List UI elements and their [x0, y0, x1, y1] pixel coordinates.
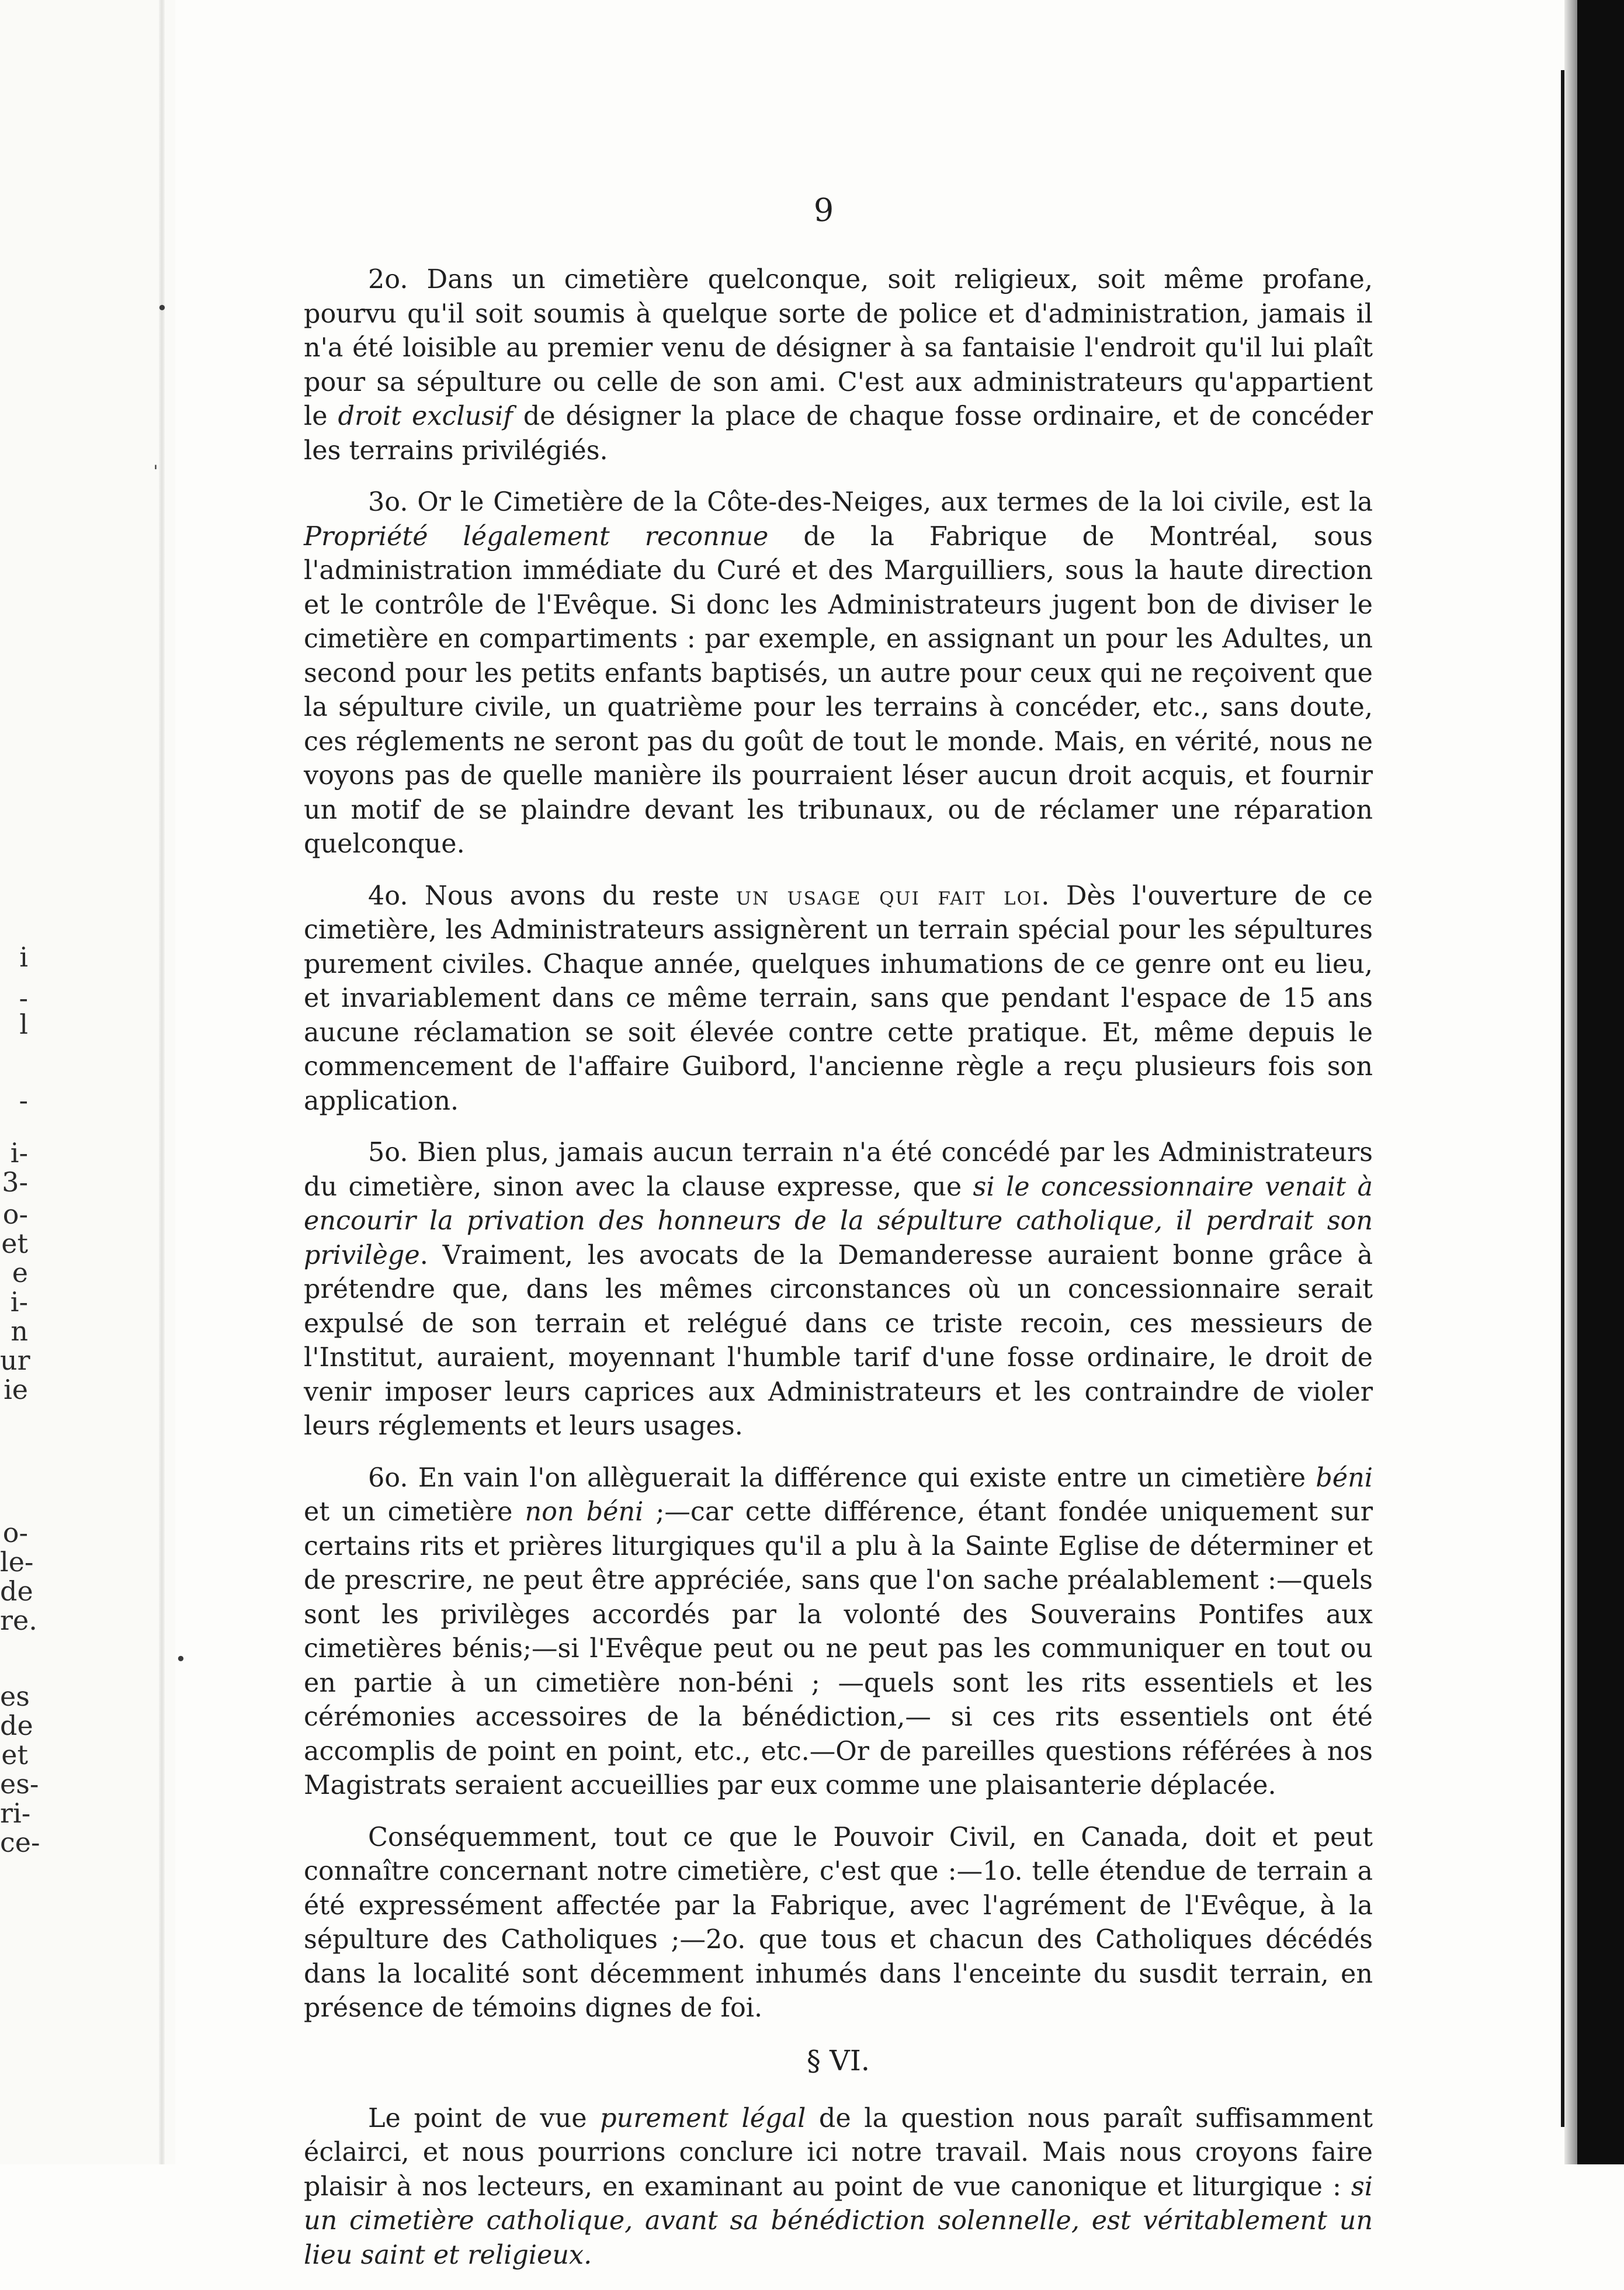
text-run: . Dès l'ouverture de ce cimetière, les Administrateurs assignèrent un terrain spécial pour les sépultures purement civiles. Chaque année, quelques inhumations de ce genre ont eu lieu, et invariablement dans ce même terrain, sans que pendant l'espace de 15 ans aucune réclamation se soit élevée contre cette pratique. Et, même depuis le commencement de l'affaire Guibord, l'ancienne règle a reçu plusieurs fois son application. [304, 881, 1373, 1116]
text-run: ;—car cette différence, étant fondée uniquement sur certains rits et prières liturgiques qu'il a plu à la Sainte Eglise de déterminer et de prescrire, ne peut être appréciée, sans que l'on sache préalablement :—quels sont les privilèges accordés par la volonté des Souverains Pontifes aux cimetières bénis;—si l'Evêque peut ou ne peut pas les communiquer en tout ou en partie à un cimetière non-béni ; —quels sont les rits essentiels et les cérémonies accessoires de la bénédiction,— si ces rits essentiels ont été accomplis de point en point, etc., etc.—Or de pareilles questions référées à nos Magistrats seraient accueillies par eux comme une plaisanterie déplacée. [304, 1497, 1373, 1800]
paragraph-p6 [304, 1461, 1373, 1803]
margin-fragment: - [19, 982, 28, 1014]
italic-text: béni [1316, 1463, 1373, 1493]
margin-fragment: de [0, 1710, 33, 1741]
text-run: de la Fabrique de Montréal, sous l'administration immédiate du Curé et des Marguilliers, sous la haute direction et le contrôle de l'Evêque. Si donc les Administrateurs jugent bon de diviser le cimetière en compartiments : par exemple, en assignant un pour les Adultes, un second pour les petits enfants baptisés, un autre pour ceux qui ne reçoivent que la sépulture civile, un quatrième pour les terrains à concéder, etc., sans doute, ces réglements ne seront pas du goût de tout le monde. Mais, en vérité, nous ne voyons pas de quelle manière ils pourraient léser aucun droit acquis, et fournir un motif de se plaindre devant les tribunaux, ou de réclamer une réparation quelconque. [304, 521, 1373, 859]
text-run: . Vraiment, les avocats de la Demanderesse auraient bonne grâce à prétendre que, dans les mêmes circonstances où un concessionnaire serait expulsé de son terrain et relégué dans ce triste recoin, ces messieurs de l'Institut, auraient, moyennant l'humble tarif d'une fosse ordinaire, le droit de venir imposer leurs caprices aux Administrateurs et les contraindre de violer leurs réglements et leurs usages. [304, 1240, 1373, 1441]
margin-fragment: ce- [0, 1827, 40, 1858]
margin-fragment: ur [0, 1345, 30, 1376]
paragraph-p3 [304, 486, 1373, 862]
margin-fragment: ri- [0, 1797, 31, 1829]
margin-fragment: es- [0, 1768, 39, 1800]
margin-fragment: i- [10, 1286, 28, 1318]
text-run: et un cimetière [304, 1497, 525, 1527]
page-number: 9 [813, 192, 834, 228]
text-run: Le point de vue [368, 2103, 601, 2133]
small-caps-text: un usage qui fait loi [735, 881, 1042, 911]
margin-fragment: es [0, 1681, 30, 1712]
italic-text: Propriété légalement reconnue [304, 521, 769, 552]
margin-fragment: i [19, 941, 28, 973]
margin-fragment: 3- [2, 1166, 28, 1198]
margin-fragment: - [19, 1085, 28, 1116]
margin-fragment: et [1, 1739, 28, 1771]
margin-fragment: de [0, 1575, 33, 1607]
binding-gutter [159, 0, 165, 2164]
text-run: 4o. Nous avons du reste [368, 881, 736, 911]
margin-fragment: le- [0, 1546, 34, 1578]
margin-fragment: n [11, 1315, 28, 1347]
italic-text: si le concessionnaire venait à encourir la privation des honneurs de la sépulture catholique, il perdrait son privilège [304, 1172, 1373, 1270]
margin-fragment: l [19, 1009, 28, 1040]
margin-fragment: o- [2, 1198, 28, 1230]
page-edge-shadow [1564, 0, 1577, 2164]
margin-fragment: e [12, 1257, 28, 1288]
italic-text: non béni [525, 1497, 644, 1527]
paragraph-p2 [304, 263, 1373, 468]
margin-dot: • [175, 1648, 186, 1670]
text-run: 6o. En vain l'on allèguerait la différence qui existe entre un cimetière [368, 1463, 1316, 1493]
text-run: de la question nous paraît suffisamment éclairci, et nous pourrions conclure ici notre travail. Mais nous croyons faire plaisir à nos lecteurs, en examinant au point de vue canonique et liturgique : [304, 2103, 1373, 2202]
text-run: Conséquemment, tout ce que le Pouvoir Civil, en Canada, doit et peut connaître concernant notre cimetière, c'est que :—1o. telle étendue de terrain a été expressément affectée par la Fabrique, avec l'agrément de l'Evêque, à la sépulture des Catholiques ;—2o. que tous et chacun des Catholiques décédés dans la localité sont décemment inhumés dans l'enceinte du susdit terrain, en présence de témoins dignes de foi. [304, 1822, 1373, 2023]
italic-text: si un cimetière catholique, avant sa bénédiction solennelle, est véritablement un lieu saint et religieux. [304, 2171, 1373, 2270]
paragraph-p8 [304, 2102, 1373, 2273]
margin-tick: ˈ [153, 462, 158, 484]
scan-border [1577, 0, 1624, 2164]
paragraph-list [304, 263, 1373, 2026]
paragraph-p4 [304, 879, 1373, 1119]
paragraph-p7 [304, 1821, 1373, 2026]
italic-text: droit exclusif [338, 401, 513, 431]
page-body [304, 263, 1373, 2290]
paragraph-p5 [304, 1136, 1373, 1444]
margin-dot: • [157, 297, 168, 319]
margin-fragment: re. [0, 1605, 37, 1636]
section-heading: § VI. [806, 2044, 870, 2077]
text-run: de désigner la place de chaque fosse ordinaire, et de concéder les terrains privilégiés. [304, 401, 1373, 466]
text-run: 3o. Or le Cimetière de la Côte-des-Neiges, aux termes de la loi civile, est la [368, 487, 1373, 517]
text-run: 5o. Bien plus, jamais aucun terrain n'a été concédé par les Administrateurs du cimetière, sinon avec la clause expresse, que [304, 1138, 1373, 1202]
margin-fragment: ie [4, 1374, 28, 1405]
text-run: 2o. Dans un cimetière quelconque, soit religieux, soit même profane, pourvu qu'il soit soumis à quelque sorte de police et d'administration, jamais il n'a été loisible au premier venu de désigner à sa fantaisie l'endroit qu'il lui plaît pour sa sépulture ou celle de son ami. C'est aux administrateurs qu'appartient le [304, 265, 1373, 431]
final-paragraph-container [304, 2102, 1373, 2273]
margin-fragment: i- [10, 1137, 28, 1169]
margin-fragment: o- [2, 1517, 28, 1548]
italic-text: purement légal [600, 2103, 806, 2133]
margin-fragment: et [1, 1228, 28, 1259]
